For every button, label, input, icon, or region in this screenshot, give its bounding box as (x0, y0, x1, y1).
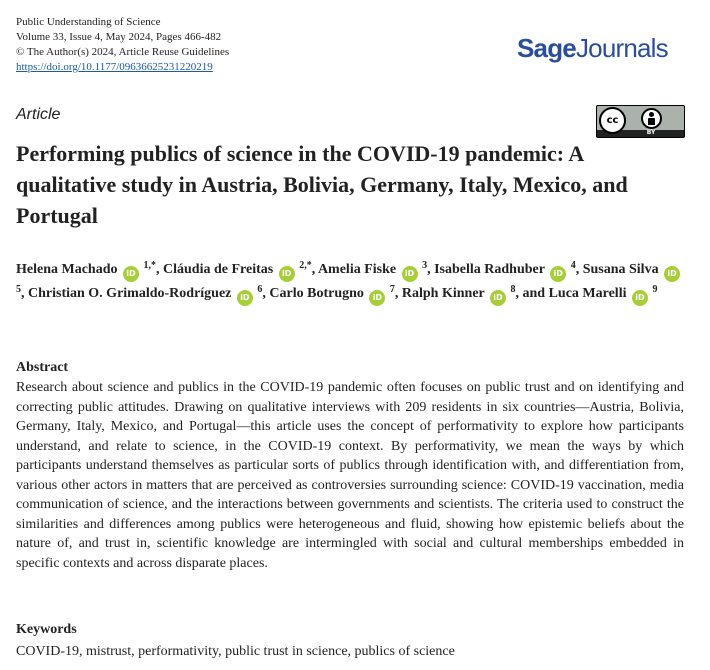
author-separator: , (311, 262, 318, 277)
author-name[interactable]: Susana Silva (582, 262, 659, 277)
doi-link[interactable]: https://doi.org/10.1177/09636625231220219 (16, 61, 213, 73)
author-separator: , (427, 262, 435, 277)
copyright-line[interactable]: © The Author(s) 2024, Article Reuse Guidelines (16, 46, 230, 58)
cc-by-license-badge[interactable] (596, 105, 685, 138)
author-separator: , (262, 286, 270, 301)
journal-name: Public Understanding of Science (16, 16, 161, 28)
keywords-list: COVID-19, mistrust, performativity, public trust in science, publics of science (16, 644, 455, 659)
author-separator: , (394, 286, 402, 301)
orcid-icon[interactable]: iD (123, 266, 139, 282)
orcid-icon[interactable]: iD (279, 266, 295, 282)
affiliation-marker[interactable]: 6 (257, 284, 263, 295)
orcid-icon[interactable]: iD (490, 290, 506, 306)
sage-journals-logo[interactable]: SageJournals (517, 33, 668, 63)
author-list (16, 258, 686, 306)
orcid-icon[interactable]: iD (402, 266, 418, 282)
creative-commons-icon: cc (599, 107, 626, 134)
orcid-icon[interactable]: iD (632, 290, 648, 306)
affiliation-marker[interactable]: 7 (389, 284, 395, 295)
orcid-icon[interactable]: iD (664, 266, 680, 282)
author-name[interactable]: Luca Marelli (548, 286, 627, 301)
author-separator: , (575, 262, 583, 277)
author-name[interactable]: Carlo Botrugno (269, 286, 364, 301)
journal-info (16, 15, 229, 75)
journal-volume: Volume 33, Issue 4, May 2024, Pages 466-482 (16, 31, 222, 43)
author-name[interactable]: Amelia Fiske (317, 262, 397, 277)
affiliation-marker[interactable]: 8 (510, 284, 516, 295)
abstract-text: Research about science and publics in the COVID-19 pandemic often focuses on public trust and on identifying and correcting public attitudes. Drawing on qualitative interviews with 209 residents in six countries—Austria, Bolivia, Germany, Italy, Mexico, and Portugal—this article uses the concept of performativity to explore how participants understand, and relate to science, in the COVID-19 context. By performativity, we mean the ways by which participants understand themselves as particular sorts of publics through identification with, and differentiation from, various other actors in matters that are perceived as controversies surrounding science: COVID-19 vaccination, media communication of science, and the interactions between governments and scientists. The criteria used to construct the similarities and differences among publics were heterogeneous and fluid, showing how epistemic beliefs about the nature of, and trust in, scientific knowledge are intermingled with social and cultural memberships embedded in specific contexts and across disparate places. (16, 380, 684, 571)
author-name[interactable]: Helena Machado (16, 262, 118, 277)
affiliation-marker[interactable]: 2,* (299, 260, 312, 271)
author-separator: , (21, 286, 28, 301)
abstract-heading: Abstract (16, 360, 69, 375)
author-separator: , and (515, 286, 549, 301)
affiliation-marker[interactable]: 3 (422, 260, 428, 271)
attribution-person-icon (641, 108, 662, 129)
by-label: BY (646, 129, 656, 136)
affiliation-marker[interactable]: 9 (652, 284, 658, 295)
author-separator: , (156, 262, 163, 277)
author-name[interactable]: Ralph Kinner (401, 286, 485, 301)
author-name[interactable]: Isabella Radhuber (434, 262, 545, 277)
affiliation-marker[interactable]: 5 (16, 284, 21, 295)
keywords-heading: Keywords (16, 622, 77, 637)
orcid-icon[interactable]: iD (369, 290, 385, 306)
article-title: Performing publics of science in the COVID-19 pandemic: A qualitative study in Austria, Bolivia, Germany, Italy, Mexico, and Portugal (16, 141, 628, 228)
article-type: Article (16, 106, 61, 123)
affiliation-marker[interactable]: 4 (570, 260, 576, 271)
affiliation-marker[interactable]: 1,* (143, 260, 156, 271)
author-name[interactable]: Cláudia de Freitas (163, 262, 274, 277)
orcid-icon[interactable]: iD (237, 290, 253, 306)
orcid-icon[interactable]: iD (550, 266, 566, 282)
author-name[interactable]: Christian O. Grimaldo-Rodríguez (28, 286, 232, 301)
